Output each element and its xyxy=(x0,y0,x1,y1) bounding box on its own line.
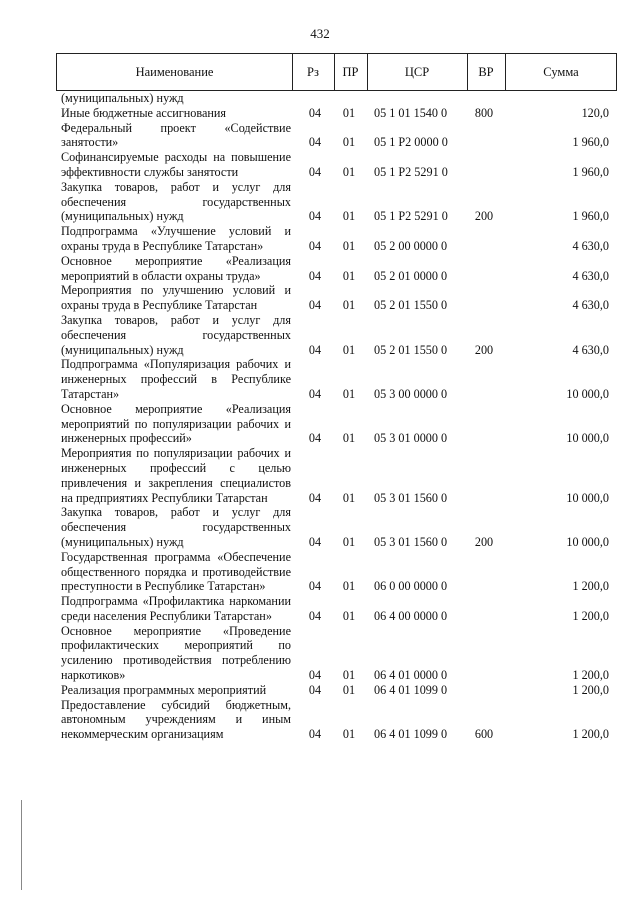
table-row xyxy=(56,505,617,549)
table-row xyxy=(56,180,617,224)
table-body xyxy=(56,91,617,742)
table-row xyxy=(56,594,617,624)
row-rz: 04 xyxy=(308,298,322,313)
row-name: Закупка товаров, работ и услуг для обеспечения государственных (муниципальных) нужд xyxy=(61,179,291,224)
row-rz: 04 xyxy=(308,579,322,594)
row-name: Основное мероприятие «Проведение профилактических мероприятий по усилению противодействия потреблению наркотиков» xyxy=(61,623,291,683)
table-header xyxy=(56,53,617,91)
row-sum: 4 630,0 xyxy=(572,342,609,357)
row-rz: 04 xyxy=(308,209,322,224)
row-sum: 10 000,0 xyxy=(566,490,609,505)
row-sum: 1 200,0 xyxy=(572,579,609,594)
table-row xyxy=(56,683,617,698)
row-pr: 01 xyxy=(342,534,356,549)
row-pr: 01 xyxy=(342,164,356,179)
row-csr: 05 1 P2 0000 0 xyxy=(374,135,448,150)
row-sum: 4 630,0 xyxy=(572,238,609,253)
row-pr: 01 xyxy=(342,668,356,683)
row-sum: 4 630,0 xyxy=(572,298,609,313)
row-rz: 04 xyxy=(308,268,322,283)
row-pr: 01 xyxy=(342,105,356,120)
header-name: Наименование xyxy=(135,65,214,79)
row-vr: 200 xyxy=(474,209,494,224)
row-pr: 01 xyxy=(342,268,356,283)
header-csr: ЦСР xyxy=(404,65,430,79)
row-name: Государственная программа «Обеспечение общественного порядка и противодействие преступности в Республике Татарстан» xyxy=(61,549,291,594)
row-vr: 600 xyxy=(474,727,494,742)
row-csr: 05 3 00 0000 0 xyxy=(374,386,448,401)
row-pr: 01 xyxy=(342,431,356,446)
row-rz: 04 xyxy=(308,238,322,253)
table-row xyxy=(56,550,617,594)
row-rz: 04 xyxy=(308,164,322,179)
row-vr: 800 xyxy=(474,105,494,120)
table-row xyxy=(56,446,617,505)
row-name: Основное мероприятие «Реализация мероприятий по популяризации рабочих и инженерных профессий» xyxy=(61,401,291,446)
row-rz: 04 xyxy=(308,727,322,742)
row-csr: 06 0 00 0000 0 xyxy=(374,579,448,594)
row-csr: 06 4 01 0000 0 xyxy=(374,668,448,683)
header-vr: ВР xyxy=(478,65,494,79)
row-sum: 1 200,0 xyxy=(572,608,609,623)
row-pr: 01 xyxy=(342,386,356,401)
row-rz: 04 xyxy=(308,386,322,401)
row-csr: 05 2 00 0000 0 xyxy=(374,238,448,253)
row-name: Закупка товаров, работ и услуг для обеспечения государственных (муниципальных) нужд xyxy=(61,312,291,357)
row-pr: 01 xyxy=(342,135,356,150)
row-pr: 01 xyxy=(342,209,356,224)
row-sum: 10 000,0 xyxy=(566,431,609,446)
header-sum: Сумма xyxy=(543,65,579,79)
row-csr: 05 2 01 1550 0 xyxy=(374,342,448,357)
row-rz: 04 xyxy=(308,682,322,697)
row-pr: 01 xyxy=(342,490,356,505)
row-sum: 120,0 xyxy=(581,105,609,120)
row-name: Федеральный проект «Содействие занятости» xyxy=(61,120,291,150)
table-row xyxy=(56,402,617,446)
row-name: Подпрограмма «Улучшение условий и охраны труда в Республике Татарстан» xyxy=(61,224,291,253)
table-row xyxy=(56,313,617,357)
scan-edge-line xyxy=(21,800,22,890)
row-name: Реализация программных мероприятий xyxy=(61,682,267,697)
row-sum: 1 200,0 xyxy=(572,668,609,683)
row-sum: 4 630,0 xyxy=(572,268,609,283)
row-rz: 04 xyxy=(308,534,322,549)
row-csr: 05 3 01 1560 0 xyxy=(374,490,448,505)
table-row xyxy=(56,91,617,106)
row-name: Подпрограмма «Популяризация рабочих и инженерных профессий в Республике Татарстан» xyxy=(61,357,291,401)
row-name: Закупка товаров, работ и услуг для обеспечения государственных (муниципальных) нужд xyxy=(61,505,291,549)
row-name: Иные бюджетные ассигнования xyxy=(61,105,227,120)
row-rz: 04 xyxy=(308,431,322,446)
row-csr: 06 4 01 1099 0 xyxy=(374,682,448,697)
row-rz: 04 xyxy=(308,342,322,357)
row-csr: 05 1 P2 5291 0 xyxy=(374,164,448,179)
row-rz: 04 xyxy=(308,608,322,623)
row-csr: 05 3 01 1560 0 xyxy=(374,534,448,549)
header-rz: Рз xyxy=(307,65,319,79)
row-name: Предоставление субсидий бюджетным, автономным учреждениям и иным некоммерческим организациям xyxy=(61,697,291,742)
row-pr: 01 xyxy=(342,727,356,742)
row-pr: 01 xyxy=(342,342,356,357)
row-name: Основное мероприятие «Реализация мероприятий в области охраны труда» xyxy=(61,253,291,283)
row-pr: 01 xyxy=(342,238,356,253)
row-name: Мероприятия по улучшению условий и охраны труда в Республике Татарстан xyxy=(61,283,291,313)
row-vr: 200 xyxy=(474,534,494,549)
row-sum: 1 200,0 xyxy=(572,727,609,742)
page-number: 432 xyxy=(310,26,330,41)
table-row xyxy=(56,150,617,180)
row-name: Мероприятия по популяризации рабочих и инженерных профессий с целью привлечения и закрепления специалистов на предприятиях Республики Татарстан xyxy=(61,446,291,505)
row-name: (муниципальных) нужд xyxy=(61,91,184,105)
row-csr: 05 1 01 1540 0 xyxy=(374,105,448,120)
row-sum: 10 000,0 xyxy=(566,534,609,549)
row-pr: 01 xyxy=(342,608,356,623)
table-row xyxy=(56,106,617,121)
row-name: Подпрограмма «Профилактика наркомании среди населения Республики Татарстан» xyxy=(61,594,291,623)
row-sum: 1 200,0 xyxy=(572,682,609,697)
row-pr: 01 xyxy=(342,579,356,594)
budget-table xyxy=(56,53,617,742)
table-row xyxy=(56,357,617,401)
row-rz: 04 xyxy=(308,105,322,120)
table-row xyxy=(56,624,617,683)
table-row xyxy=(56,224,617,254)
row-rz: 04 xyxy=(308,668,322,683)
row-name: Софинансируемые расходы на повышение эффективности службы занятости xyxy=(61,150,291,179)
row-csr: 06 4 01 1099 0 xyxy=(374,727,448,742)
row-sum: 10 000,0 xyxy=(566,386,609,401)
row-csr: 05 2 01 1550 0 xyxy=(374,298,448,313)
row-pr: 01 xyxy=(342,298,356,313)
row-csr: 05 1 P2 5291 0 xyxy=(374,209,448,224)
table-row xyxy=(56,698,617,742)
table-row xyxy=(56,254,617,284)
row-rz: 04 xyxy=(308,135,322,150)
row-csr: 05 2 01 0000 0 xyxy=(374,268,448,283)
row-sum: 1 960,0 xyxy=(572,164,609,179)
table-row xyxy=(56,121,617,151)
header-pr: ПР xyxy=(342,65,359,79)
table-row xyxy=(56,283,617,313)
row-pr: 01 xyxy=(342,682,356,697)
row-vr: 200 xyxy=(474,342,494,357)
row-csr: 05 3 01 0000 0 xyxy=(374,431,448,446)
row-csr: 06 4 00 0000 0 xyxy=(374,608,448,623)
row-sum: 1 960,0 xyxy=(572,209,609,224)
row-rz: 04 xyxy=(308,490,322,505)
row-sum: 1 960,0 xyxy=(572,135,609,150)
